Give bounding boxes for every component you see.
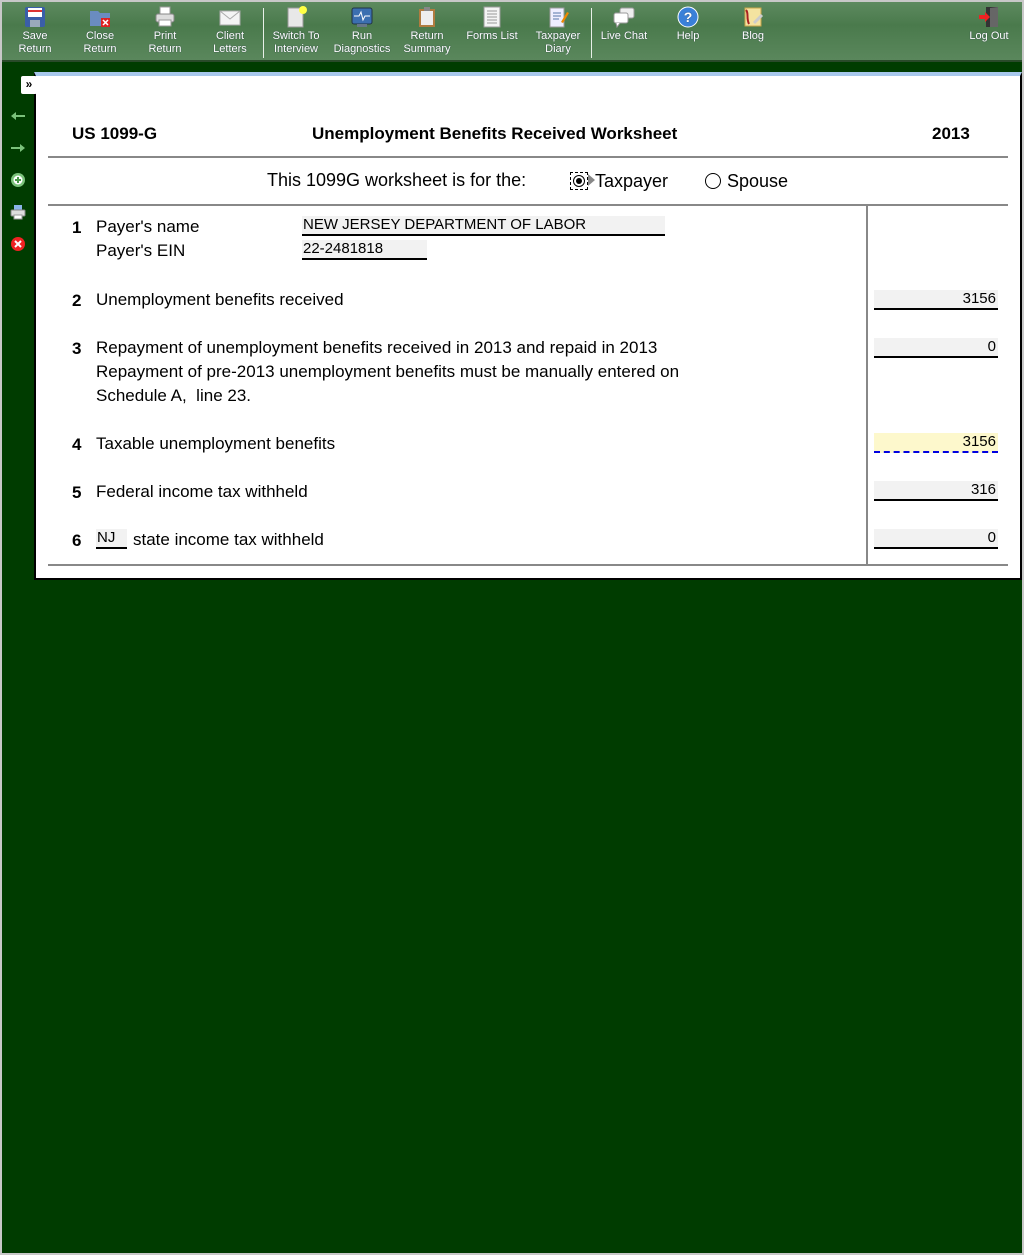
switch-to-interview-label: Switch To Interview [272,30,320,55]
payer-ein-input[interactable]: 22-2481818 [302,240,427,260]
divider [48,204,1008,206]
list-document-icon [481,6,503,28]
clipboard-icon [416,6,438,28]
column-divider [866,204,868,566]
forms-list-label: Forms List [466,30,518,42]
federal-withheld-label: Federal income tax withheld [96,482,308,501]
repayment-label: Repayment of unemployment benefits received in 2013 and repaid in 2013 [96,338,658,357]
taxpayer-option-label: Taxpayer [595,171,669,191]
divider [48,156,1008,158]
live-chat-label: Live Chat [600,30,648,42]
radio-spouse[interactable] [705,171,788,192]
line-number: 1 [72,218,82,237]
save-return-label: Save Return [18,30,52,55]
taxable-benefits-label: Taxable unemployment benefits [96,434,336,453]
line-number: 5 [72,483,82,502]
taxpayer-diary-label: Taxpayer Diary [535,30,581,55]
scroll-quill-icon [742,6,764,28]
repayment-note: Repayment of pre-2013 unemployment benefits must be manually entered on [96,362,680,381]
forms-list-button[interactable] [464,6,520,60]
taxable-benefits-value: 3156 [874,433,998,453]
return-summary-button[interactable] [401,6,453,60]
close-return-label: Close Return [83,30,117,55]
repayment-input[interactable]: 0 [874,338,998,358]
close-folder-icon [89,6,111,28]
monitor-pulse-icon [351,6,373,28]
app-window [2,2,1022,1253]
state-withheld-label: state income tax withheld [133,530,324,549]
arrow-right-icon[interactable] [10,140,26,156]
blog-button[interactable] [733,6,773,60]
printer-icon [154,6,176,28]
print-icon[interactable] [10,204,26,220]
radio-unselected-icon [705,173,721,189]
tax-year: 2013 [932,124,970,143]
chat-bubbles-icon [613,6,635,28]
client-letters-button[interactable] [209,6,251,60]
diary-pencil-icon [547,6,569,28]
interview-page-icon [285,6,307,28]
run-diagnostics-label: Run Diagnostics [333,30,391,55]
print-return-label: Print Return [148,30,182,55]
unemployment-benefits-label: Unemployment benefits received [96,290,344,309]
pointer-arrow-icon [588,174,595,186]
state-input[interactable]: NJ [96,529,127,549]
toolbar-separator [591,8,592,58]
line-number: 4 [72,435,82,454]
print-return-button[interactable] [144,6,186,60]
add-icon[interactable] [10,172,26,188]
close-return-button[interactable] [79,6,121,60]
state-withheld-input[interactable]: 0 [874,529,998,549]
payer-name-label: Payer's name [96,217,200,236]
radio-selected-icon [570,172,588,190]
blog-label: Blog [741,30,765,42]
payer-name-input[interactable]: NEW JERSEY DEPARTMENT OF LABOR [302,216,665,236]
floppy-disk-icon [24,6,46,28]
help-label: Help [676,30,700,42]
toolbar [2,2,1022,62]
log-out-button[interactable] [966,6,1012,60]
help-question-icon [677,6,699,28]
exit-door-icon [978,6,1000,28]
live-chat-button[interactable] [598,6,650,60]
envelope-icon [219,6,241,28]
spouse-option-label: Spouse [727,171,789,191]
divider [48,564,1008,566]
return-summary-label: Return Summary [403,30,451,55]
line-number: 6 [72,531,82,550]
line-number: 3 [72,339,82,358]
form-id: US 1099-G [72,124,158,143]
save-return-button[interactable] [14,6,56,60]
switch-to-interview-button[interactable] [270,6,322,60]
log-out-label: Log Out [969,30,1009,42]
arrow-left-icon[interactable] [10,108,26,124]
svg-text:?: ? [683,9,693,25]
page-title: Unemployment Benefits Received Worksheet [312,124,678,143]
payer-ein-label: Payer's EIN [96,241,186,260]
unemployment-benefits-input[interactable]: 3156 [874,290,998,310]
radio-taxpayer[interactable] [570,171,668,192]
toolbar-separator [263,8,264,58]
worksheet-for-label: This 1099G worksheet is for the: [267,170,527,190]
delete-icon[interactable] [10,236,26,252]
taxpayer-diary-button[interactable] [530,6,586,60]
federal-withheld-input[interactable]: 316 [874,481,998,501]
repayment-note-line: Schedule A, line 23. [96,386,252,405]
run-diagnostics-button[interactable] [332,6,392,60]
expand-sidebar-icon[interactable]: » [21,76,37,94]
line-number: 2 [72,291,82,310]
client-letters-label: Client Letters [213,30,247,55]
worksheet-panel [34,72,1022,580]
help-button[interactable] [668,6,708,60]
